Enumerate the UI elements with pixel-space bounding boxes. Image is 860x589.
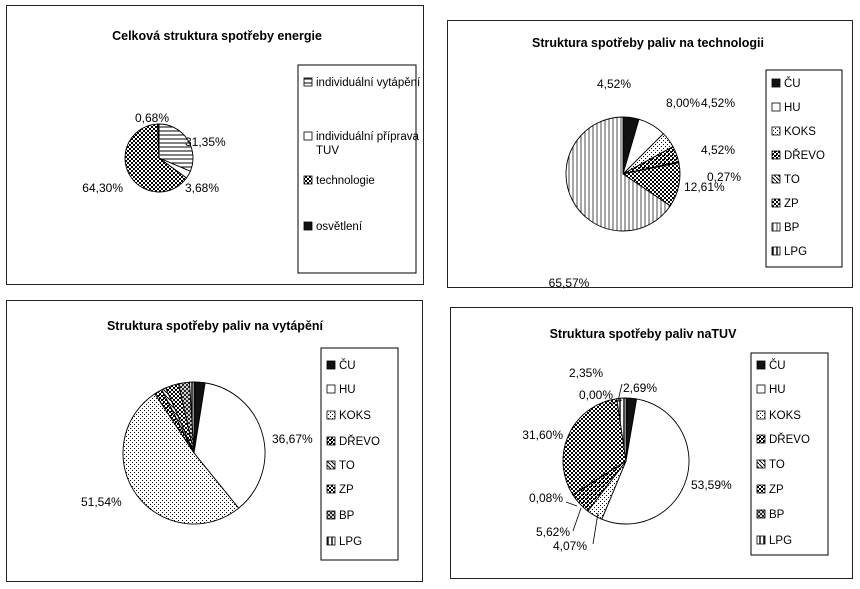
legend-swatch-heat-7	[327, 511, 335, 519]
legend-swatch-total-3	[304, 176, 312, 184]
legend-label-tech-3: KOKS	[784, 126, 816, 138]
legend-swatch-heat-2	[327, 385, 335, 393]
chart-panel-heating-fuels	[6, 300, 423, 582]
legend-swatch-total-1	[304, 78, 312, 86]
legend-swatch-tech-1	[772, 79, 780, 87]
legend-label-tuv-6: ZP	[769, 484, 784, 496]
legend-label-tuv-1: ČU	[769, 360, 786, 372]
legend-label-heat-6: ZP	[339, 484, 354, 496]
legend-label-tuv-8: LPG	[769, 535, 793, 547]
label-leader-line-4	[573, 508, 581, 531]
legend-swatch-tuv-2	[757, 385, 765, 393]
legend-label-tech-1: ČU	[784, 78, 801, 90]
chart-panel-total-energy	[6, 5, 424, 285]
label-leader-line-3	[566, 502, 577, 506]
legend-label-total-2: individuální příprava	[316, 131, 419, 143]
legend-label-tuv-4: DŘEVO	[769, 434, 810, 446]
value-label-tuv-7: 0,00%	[578, 388, 613, 402]
value-label-tech-3: 4,52%	[701, 143, 736, 157]
value-label-total-1: 31,35%	[185, 135, 226, 149]
legend-swatch-heat-1	[327, 361, 335, 369]
value-label-heat-3: 51,54%	[81, 495, 122, 509]
legend-swatch-tech-6	[772, 199, 780, 207]
value-label-tech-1: 4,52%	[596, 77, 632, 91]
value-label-tuv-4: 5,62%	[535, 525, 570, 539]
legend-label-heat-1: ČU	[339, 360, 356, 372]
chart-panel-technology-fuels	[447, 20, 853, 288]
value-label-tuv-5: 0,08%	[528, 491, 563, 505]
value-label-tuv-3: 4,07%	[553, 539, 588, 553]
legend-swatch-tuv-1	[757, 361, 765, 369]
value-label-heat-2: 36,67%	[272, 432, 313, 446]
legend-label-tech-5: TO	[784, 174, 800, 186]
legend-swatch-tuv-5	[757, 460, 765, 468]
legend-label-tuv-7: BP	[769, 509, 785, 521]
legend-swatch-tech-4	[772, 151, 780, 159]
value-label-tech-7: 65,57%	[548, 276, 590, 290]
legend-label-tech-7: BP	[784, 222, 800, 234]
legend-box	[751, 353, 828, 555]
chart-svg-technology-fuels	[448, 21, 854, 289]
legend-box	[766, 70, 842, 267]
value-label-tech-6: 12,61%	[684, 180, 725, 194]
chart-title: Struktura spotřeby paliv na vytápění	[106, 319, 324, 333]
legend-swatch-heat-8	[327, 537, 335, 545]
legend-swatch-tech-8	[772, 247, 780, 255]
chart-panel-tuv-fuels	[450, 307, 853, 579]
legend-swatch-tech-7	[772, 223, 780, 231]
legend-swatch-tuv-7	[757, 510, 765, 518]
legend-box	[298, 65, 416, 273]
legend-swatch-heat-4	[327, 437, 335, 445]
legend-label-tuv-2: HU	[769, 384, 786, 396]
legend-swatch-tech-3	[772, 127, 780, 135]
legend-label-heat-5: TO	[339, 460, 355, 472]
legend-label-heat-3: KOKS	[339, 410, 371, 422]
legend-swatch-tech-5	[772, 175, 780, 183]
legend-label-heat-7: BP	[339, 510, 355, 522]
legend-swatch-tuv-3	[757, 411, 765, 419]
legend-label-tech-6: ZP	[784, 198, 799, 210]
legend-swatch-heat-5	[327, 461, 335, 469]
legend-swatch-heat-6	[327, 485, 335, 493]
legend-label-tech-4: DŘEVO	[784, 150, 825, 162]
legend-label-heat-4: DŘEVO	[339, 436, 380, 448]
legend-swatch-total-2	[304, 132, 312, 140]
legend-label-tuv-5: TO	[769, 459, 785, 471]
label-leader-line-5	[593, 513, 598, 544]
value-label-total-2: 3,68%	[185, 181, 220, 195]
value-label-tuv-2: 53,59%	[691, 478, 732, 492]
chart-svg-tuv-fuels	[451, 308, 854, 580]
chart-title: Struktura spotřeby paliv na technologii	[532, 36, 764, 50]
legend-label-heat-8: LPG	[339, 536, 363, 548]
legend-label-total-3: technologie	[316, 175, 375, 187]
legend-label-tuv-3: KOKS	[769, 410, 801, 422]
legend-label-tech-8: LPG	[784, 246, 808, 258]
chart-svg-heating-fuels	[7, 301, 424, 583]
legend-label-heat-2: HU	[339, 384, 356, 396]
legend-swatch-tuv-4	[757, 435, 765, 443]
legend-swatch-heat-3	[327, 411, 335, 419]
legend-swatch-tuv-6	[757, 485, 765, 493]
legend-swatch-tuv-8	[757, 536, 765, 544]
chart-svg-total-energy	[7, 6, 425, 286]
legend-label-total-2: TUV	[316, 145, 339, 157]
value-label-total-3: 64,30%	[82, 181, 123, 195]
value-label-total-4: 0,68%	[135, 111, 170, 125]
value-label-tech-4: 4,52%	[701, 96, 736, 110]
legend-label-total-1: individuální vytápění	[316, 77, 421, 89]
value-label-tuv-6: 31,60%	[522, 428, 563, 442]
value-label-tuv-1: 2,69%	[623, 381, 658, 395]
legend-swatch-total-4	[304, 222, 312, 230]
legend-swatch-tech-2	[772, 103, 780, 111]
legend-box	[321, 348, 398, 560]
legend-label-total-4: osvětlení	[316, 221, 363, 233]
value-label-tuv-8: 2,35%	[568, 366, 603, 380]
chart-title: Celková struktura spotřeby energie	[112, 29, 322, 43]
value-label-tech-5: 0,27%	[707, 170, 742, 184]
value-label-tech-2: 8,00%	[666, 96, 701, 110]
legend-label-tech-2: HU	[784, 102, 801, 114]
chart-title: Struktura spotřeby paliv naTUV	[549, 327, 737, 341]
